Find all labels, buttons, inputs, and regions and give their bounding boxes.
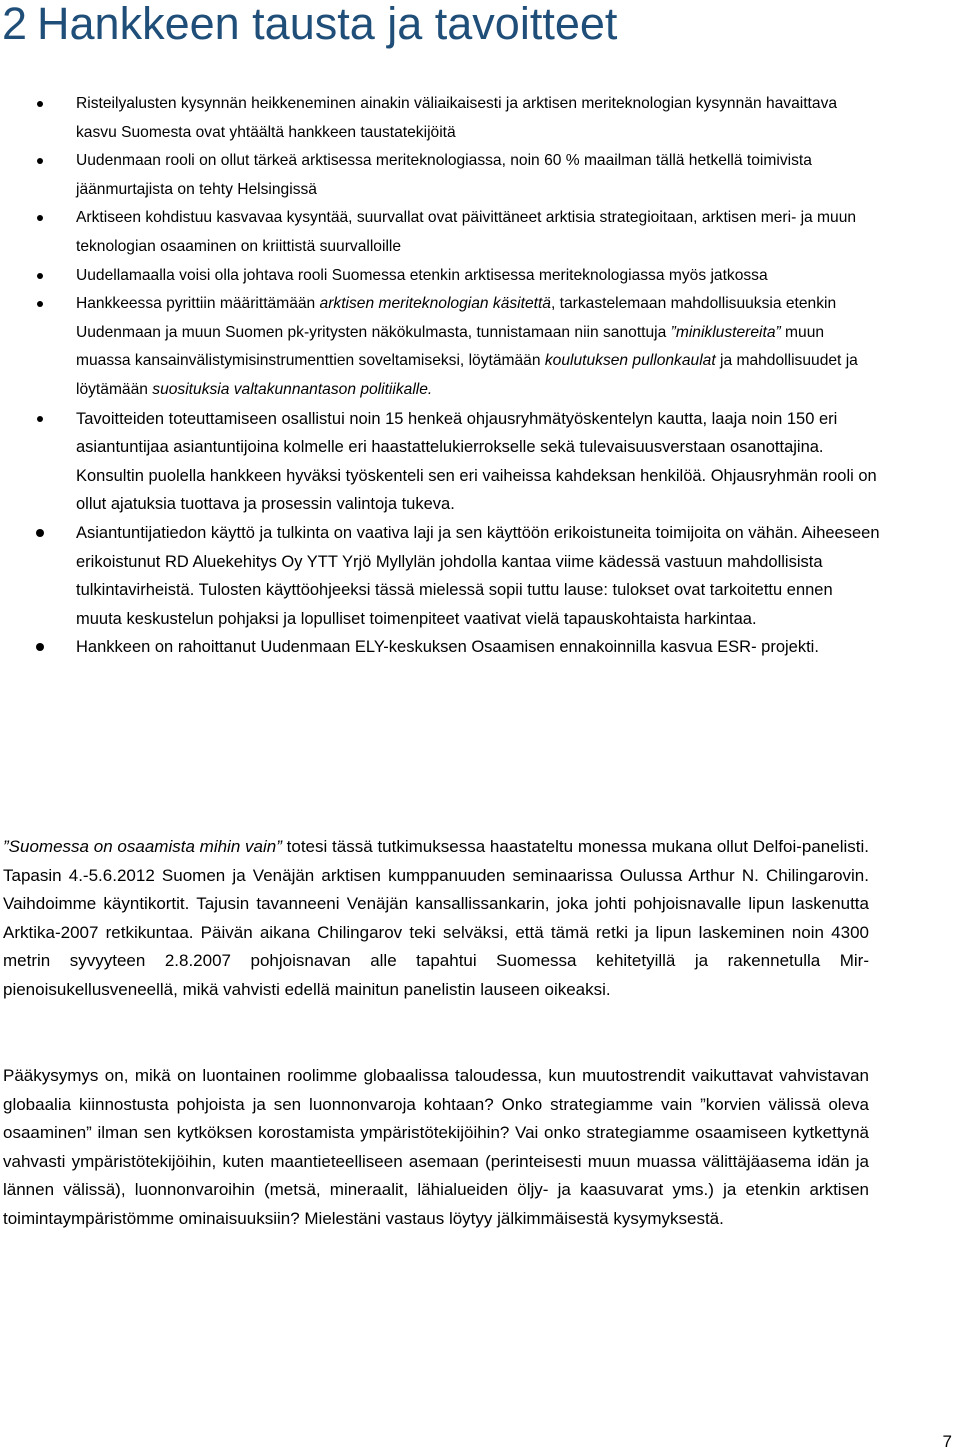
page-number: 7 [942, 1432, 952, 1451]
bullet-text [76, 638, 819, 656]
bullet-text [76, 410, 877, 514]
bullet-item [0, 204, 880, 261]
italic-text-run: ”miniklustereita” [670, 323, 781, 341]
text-run: Uudellamaalla voisi olla johtava rooli Suomessa etenkin arktisessa meriteknologiassa myös jatkossa [76, 266, 768, 284]
text-run: Tavoitteiden toteuttamiseen osallistui noin 15 henkeä ohjausryhmätyöskentelyn kautta, laaja noin 150 eri asiantuntijaa asiantuntijoina kolmelle eri haastattelukierrokselle sekä tulevaisuusverstaan osanottajina. Konsultin puolella hankkeen hyväksi työskenteli sen eri vaiheissa kahdeksan henkilöä. Ohjausryhmän rooli on ollut ajatuksia tuottava ja prosessin valintoja tukeva. [76, 409, 877, 514]
bullet-dot-icon [37, 215, 43, 221]
body-paragraph [3, 1062, 869, 1234]
bullet-text [76, 152, 812, 198]
bullet-dot-icon [37, 301, 43, 307]
bullet-item [0, 262, 880, 291]
text-run: ja mahdollisuudet ja löytämään [76, 352, 858, 398]
bullet-text [76, 295, 858, 398]
bullet-text [76, 267, 768, 284]
text-run: Hankkeessa pyrittiin määrittämään [76, 295, 320, 313]
text-run: Asiantuntijatiedon käyttö ja tulkinta on vaativa laji ja sen käyttöön erikoistuneita toimijoita on vähän. Aiheeseen erikoistunut RD Aluekehitys Oy YTT Yrjö Myllylän johdolla kantaa viime kädessä vastuun mahdollisista tulkintavirheistä. Tulosten käyttöohjeeksi tässä mielessä sopii tuttu lause: tulokset ovat tarkoitettu ennen muuta keskustelun pohjaksi ja lopulliset toimenpiteet vaativat vielä tapauskohtaista harkintaa. [76, 523, 880, 628]
text-run: Hankkeen on rahoittanut Uudenmaan ELY-keskuksen Osaamisen ennakoinnilla kasvua ESR- projekti. [76, 638, 819, 657]
italic-text-run: koulutuksen pullonkaulat [544, 352, 716, 370]
text-run: Pääkysymys on, mikä on luontainen roolimme globaalissa taloudessa, kun muutostrendit vaikuttavat vahvistavan globaalia kiinnostusta pohjoista ja sen luonnonvaroja kohtaan? Onko strategiamme vain ”korvien välissä oleva osaaminen” ilman sen kytköksen korostamista ympäristötekijöihin? Vai onko strategiamme osaamiseen kytkettynä vahvasti ympäristötekijöihin, kuten maantieteelliseen asemaan (perinteisesti muun muassa välittäjäasema idän ja lännen välissä), luonnonvaroihin (metsä, mineraalit, lähialueiden öljy- ja kaasuvarat yms.) ja etenkin arktisen toimintaympäristömme ominaisuuksiin? Mielestäni vastaus löytyy jälkimmäisestä kysymyksestä. [3, 1066, 869, 1228]
bullet-dot-icon [37, 158, 43, 164]
italic-text-run: suosituksia valtakunnantason politiikalle. [152, 380, 433, 398]
bullet-item [0, 633, 880, 662]
bullet-item [0, 290, 880, 404]
bullet-text [76, 209, 856, 255]
bullet-dot-icon [37, 101, 43, 107]
text-run: totesi tässä tutkimuksessa haastateltu monessa mukana ollut Delfoi-panelisti. Tapasin 4.-5.6.2012 Suomen ja Venäjän arktisen kumppanuuden seminaarissa Oulussa Arthur N. Chilingarovin. Vaihdoimme käyntikortit. Tajusin tavanneeni Venäjän kansallissankarin, joka johti pohjoisnavalle lipun laskenutta Arktika-2007 retkikuntaa. Päivän aikana Chilingarov teki selväksi, että tämä retki ja lipun laskeminen noin 4300 metrin syvyyteen 2.8.2007 pohjoisnavan alle tapahtui Suomessa kehitetyillä ja rakennetulla Mir-pienoisukellusveneellä, mikä vahvisti edellä mainitun panelistin lauseen oikeaksi. [3, 837, 869, 999]
section-number: 2 [2, 0, 28, 49]
text-run: Risteilyalusten kysynnän heikkeneminen ainakin väliaikaisesti ja arktisen meriteknologian kysynnän havaittava kasvu Suomesta ovat yhtäältä hankkeen taustatekijöitä [76, 95, 838, 141]
bullet-dot-icon [37, 416, 43, 422]
bullet-dot-icon [36, 643, 44, 651]
section-title: Hankkeen tausta ja tavoitteet [37, 0, 618, 49]
bullet-item [0, 519, 880, 633]
bullet-item [0, 90, 880, 147]
section-heading [2, 0, 617, 52]
text-run: , tarkastelemaan mahdollisuuksia etenkin Uudenmaan ja muun Suomen pk-yritysten näkökulmasta, tunnistamaan niin sanottuja [76, 295, 837, 341]
italic-text-run: ”Suomessa on osaamista mihin vain” [3, 837, 282, 856]
text-run: Uudenmaan rooli on ollut tärkeä arktisessa meriteknologiassa, noin 60 % maailman tällä hetkellä toimivista jäänmurtajista on tehty Helsingissä [76, 152, 812, 198]
bullet-item [0, 405, 880, 519]
italic-text-run: arktisen meriteknologian käsitettä [319, 295, 551, 313]
bullet-text [76, 524, 880, 628]
bullet-dot-icon [36, 529, 44, 537]
bullet-dot-icon [37, 273, 43, 279]
bullet-item [0, 147, 880, 204]
bullet-text [76, 95, 837, 141]
text-run: Arktiseen kohdistuu kasvavaa kysyntää, suurvallat ovat päivittäneet arktisia strategioitaan, arktisen meri- ja muun teknologian osaaminen on kriittistä suurvalloille [76, 209, 857, 255]
text-run: muun muassa kansainvälistymisinstrumenttien soveltamiseksi, löytämään [76, 323, 825, 370]
bullet-list [0, 90, 880, 662]
body-paragraph [3, 833, 869, 1005]
